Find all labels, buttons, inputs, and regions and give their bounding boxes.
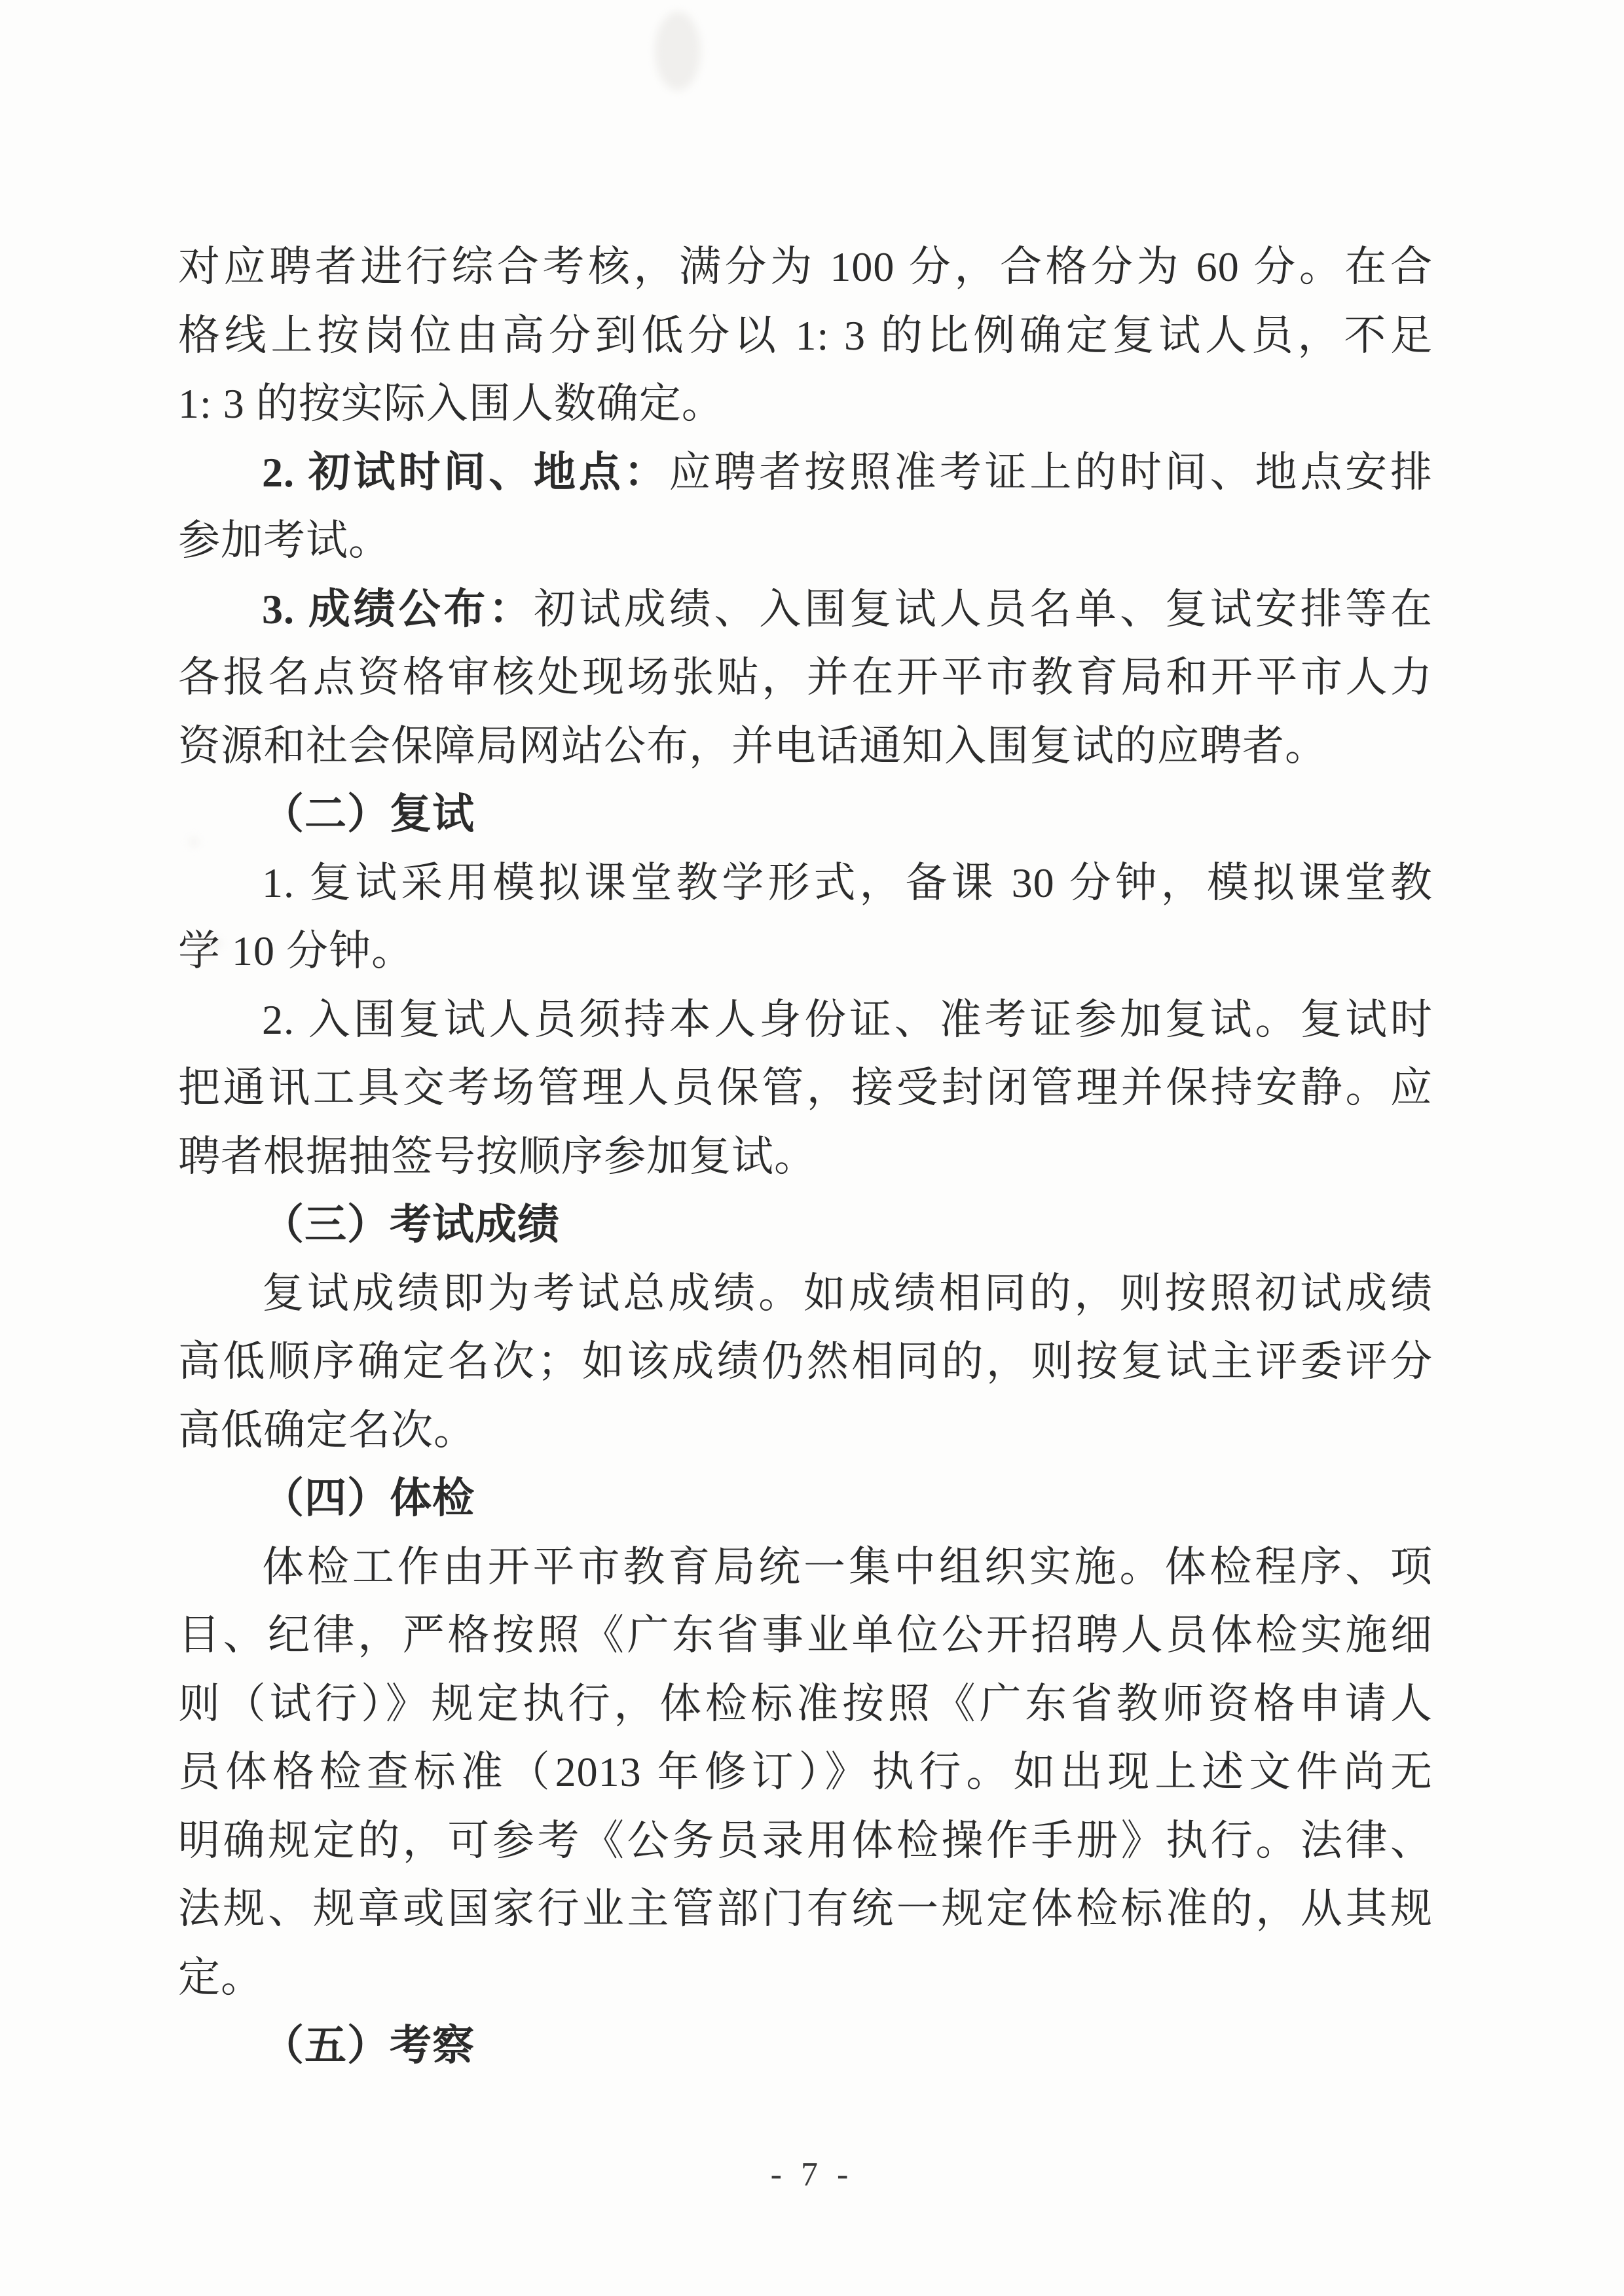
section-heading [178, 2012, 1433, 2081]
text-line [178, 1944, 1433, 2013]
text-run: 高低顺序确定名次；如该成绩仍然相同的，则按复试主评委评分 [178, 1338, 1433, 1385]
text-run: 目、纪律，严格按照《广东省事业单位公开招聘人员体检实施细 [178, 1612, 1433, 1658]
section-heading [178, 1465, 1433, 1533]
text-run: 1. 复试采用模拟课堂教学形式，备课 30 分钟，模拟课堂教 [262, 859, 1433, 906]
text-run: 聘者根据抽签号按顺序参加复试。 [178, 1133, 817, 1180]
text-line [178, 439, 1433, 507]
text-run: 定。 [178, 1954, 263, 2001]
text-run: 2. 入围复试人员须持本人身份证、准考证参加复试。复试时 [262, 996, 1433, 1043]
text-line [178, 1670, 1433, 1739]
text-block [178, 233, 1433, 2081]
text-line [178, 233, 1433, 302]
text-line [178, 507, 1433, 575]
bold-run: 3. 成绩公布： [262, 585, 534, 632]
section-heading [178, 1191, 1433, 1260]
text-line [178, 849, 1433, 918]
text-run: 参加考试。 [178, 517, 391, 564]
text-run: 法规、规章或国家行业主管部门有统一规定体检标准的，从其规 [178, 1886, 1433, 1932]
text-run: 资源和社会保障局网站公布，并电话通知入围复试的应聘者。 [178, 722, 1327, 769]
bold-run: （三）考试成绩 [262, 1201, 560, 1248]
text-line [178, 1123, 1433, 1192]
section-heading [178, 780, 1433, 849]
bold-run: 2. 初试时间、地点： [262, 448, 669, 496]
bold-run: （四）体检 [262, 1475, 475, 1522]
text-line [178, 1260, 1433, 1328]
text-run: 明确规定的，可参考《公务员录用体检操作手册》执行。法律、 [178, 1817, 1433, 1864]
text-line [178, 917, 1433, 986]
text-run: 把通讯工具交考场管理人员保管，接受封闭管理并保持安静。应 [178, 1065, 1433, 1111]
text-line [178, 1875, 1433, 1944]
text-run: 员体格检查标准（2013 年修订）》执行。如出现上述文件尚无 [178, 1749, 1433, 1795]
text-run: 各报名点资格审核处现场张贴，并在开平市教育局和开平市人力 [178, 654, 1433, 701]
text-line [178, 1807, 1433, 1876]
text-line [178, 1601, 1433, 1670]
text-run: 对应聘者进行综合考核，满分为 100 分，合格分为 60 分。在合 [178, 244, 1433, 290]
text-line [178, 370, 1433, 439]
text-run: 体检工作由开平市教育局统一集中组织实施。体检程序、项 [262, 1543, 1433, 1590]
text-run: 则（试行）》规定执行，体检标准按照《广东省教师资格申请人 [178, 1680, 1433, 1727]
text-run: 1: 3 的按实际入围人数确定。 [178, 380, 724, 427]
text-run: 格线上按岗位由高分到低分以 1: 3 的比例确定复试人员，不足 [178, 312, 1433, 359]
bold-run: （二）复试 [262, 791, 475, 837]
text-line [178, 302, 1433, 371]
text-line [178, 986, 1433, 1055]
text-line [178, 1396, 1433, 1465]
scan-smudge [655, 12, 701, 90]
page-number: - 7 - [770, 2156, 854, 2193]
text-line [178, 575, 1433, 644]
text-run: 复试成绩即为考试总成绩。如成绩相同的，则按照初试成绩 [262, 1269, 1433, 1317]
bold-run: （五）考察 [262, 2022, 475, 2069]
text-run: 初试成绩、入围复试人员名单、复试安排等在 [534, 585, 1433, 632]
text-line [178, 1054, 1433, 1123]
text-line [178, 644, 1433, 712]
text-line [178, 712, 1433, 781]
text-run: 高低确定名次。 [178, 1406, 476, 1453]
text-line [178, 1328, 1433, 1396]
text-run: 应聘者按照准考证上的时间、地点安排 [669, 448, 1433, 496]
text-run: 学 10 分钟。 [178, 928, 414, 974]
text-line [178, 1533, 1433, 1602]
text-line [178, 1738, 1433, 1807]
